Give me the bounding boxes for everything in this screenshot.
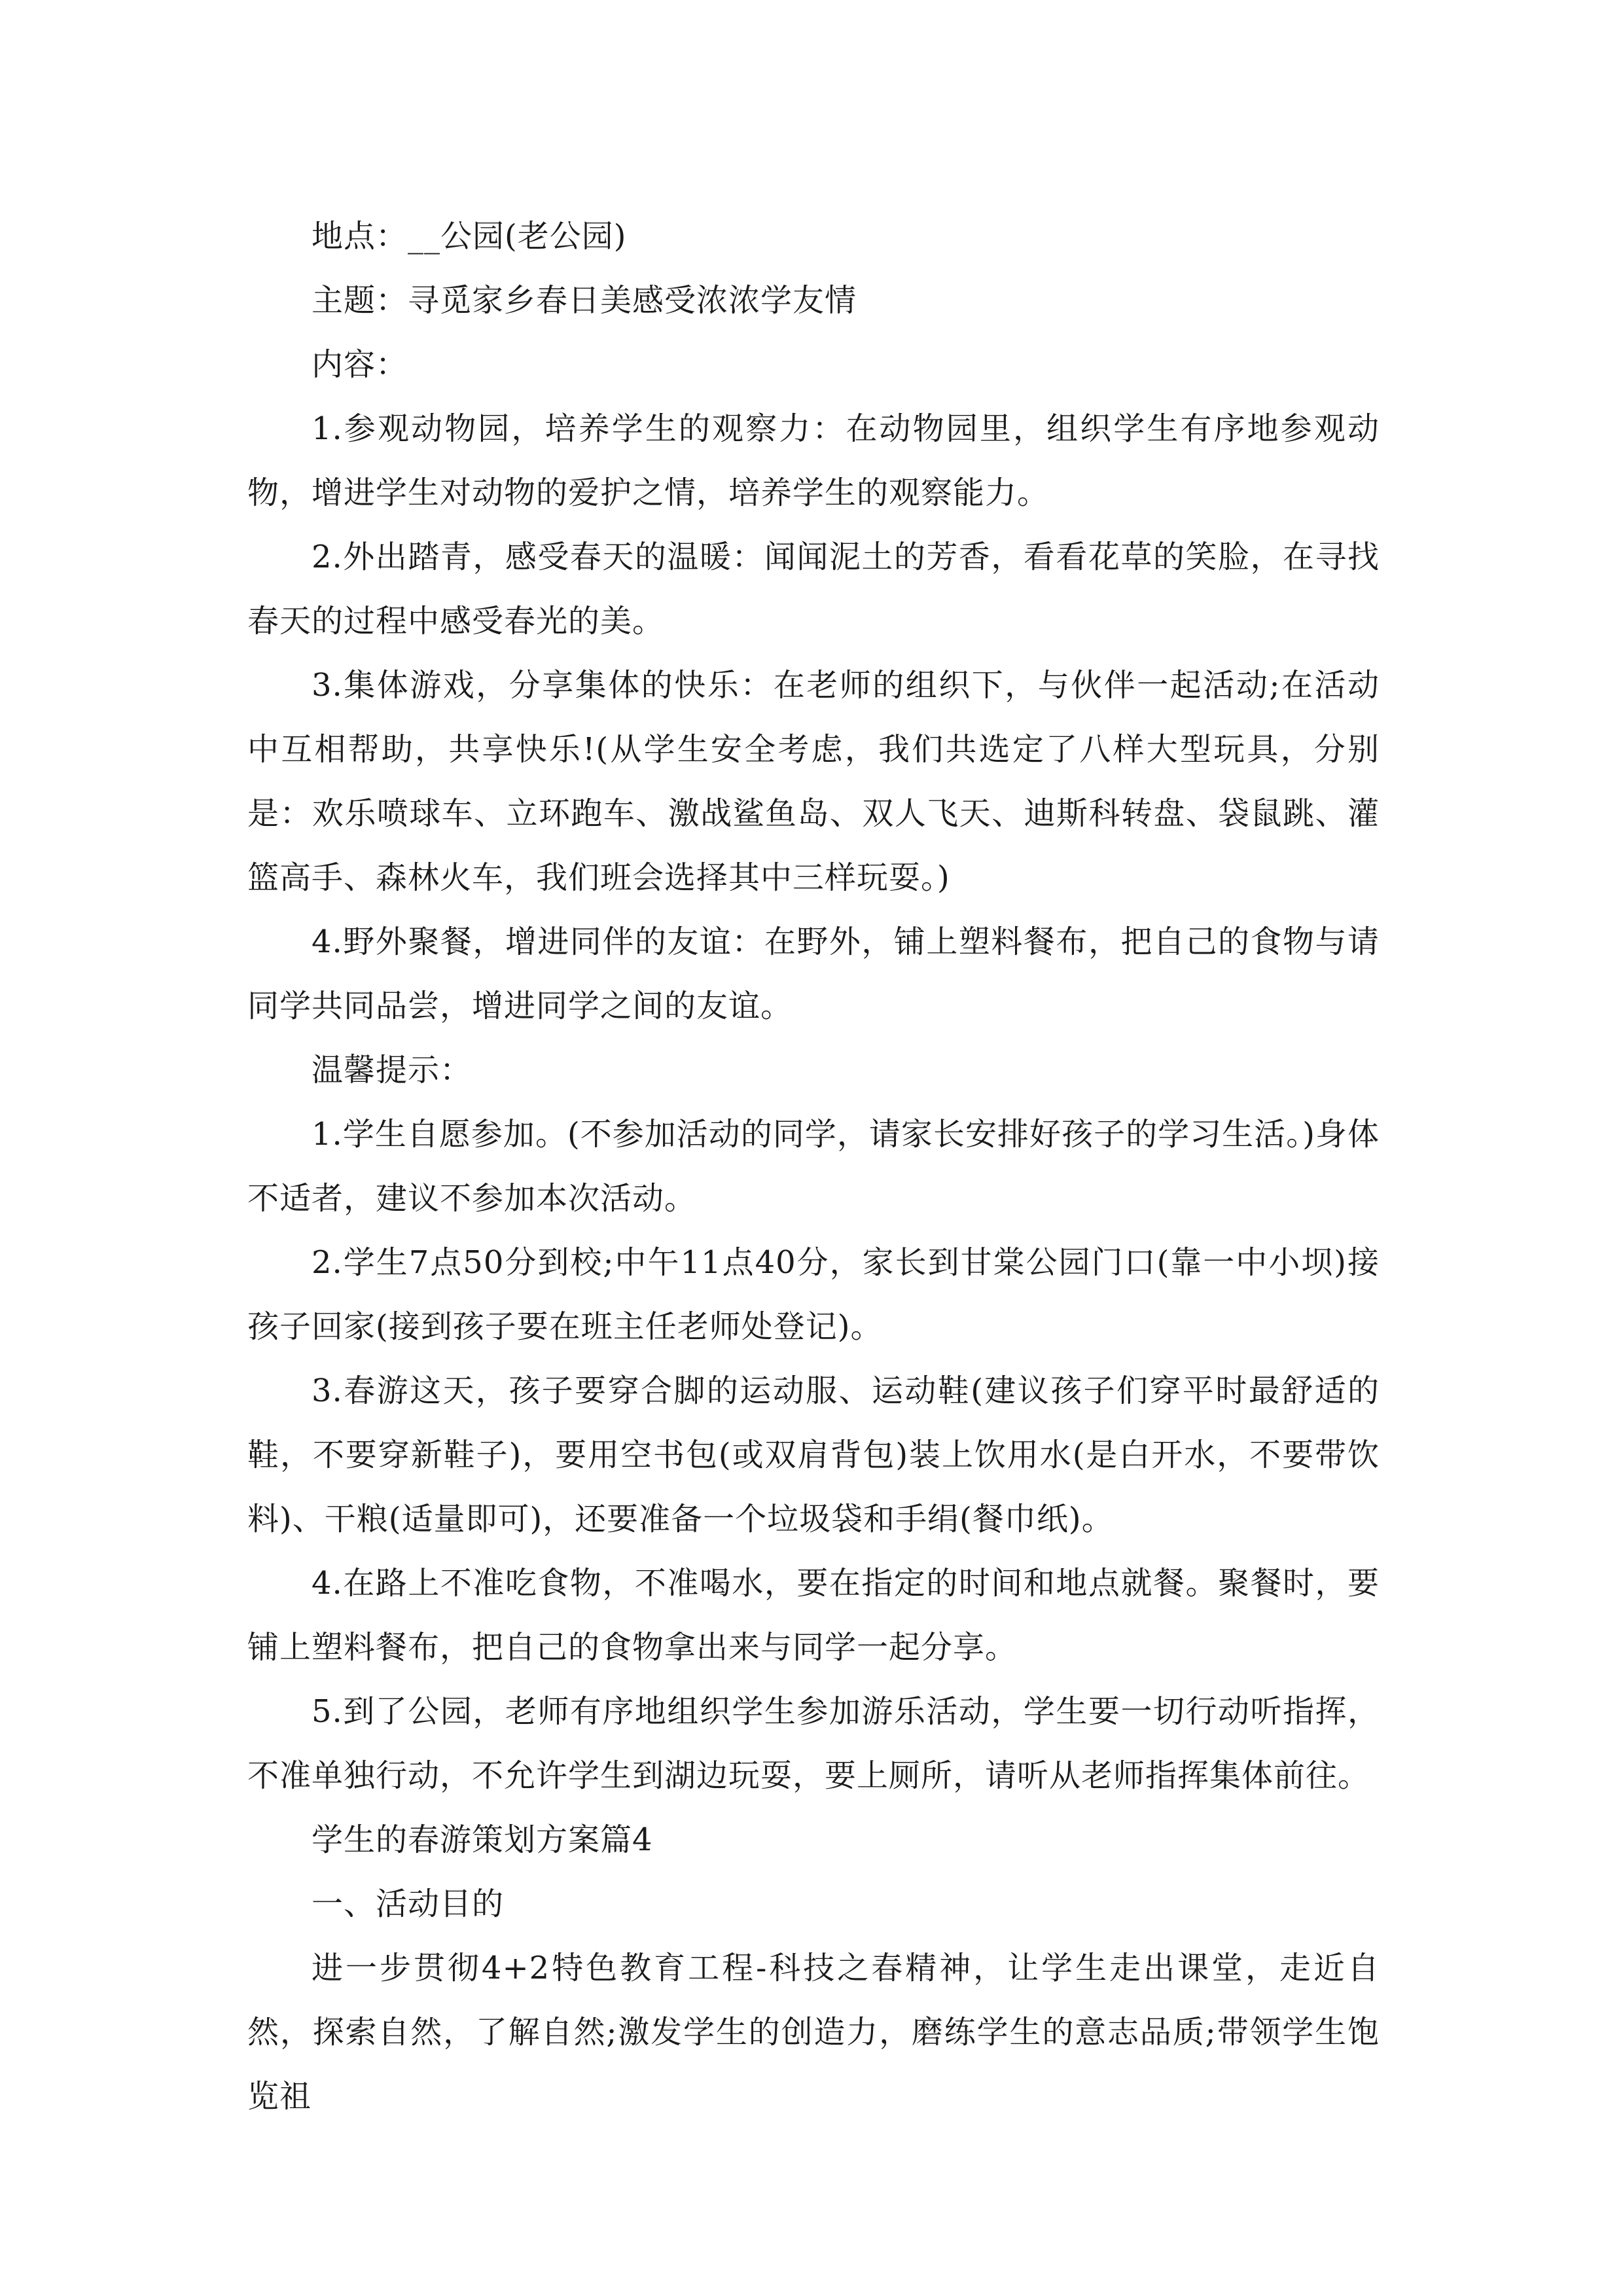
tip-item-5: 5.到了公园，老师有序地组织学生参加游乐活动，学生要一切行动听指挥，不准单独行动，不允许学生到湖边玩耍，要上厕所，请听从老师指挥集体前往。 [247, 1693, 1380, 1794]
tip-item-4: 4.在路上不准吃食物，不准喝水，要在指定的时间和地点就餐。聚餐时，要铺上塑料餐布，把自己的食物拿出来与同学一起分享。 [247, 1565, 1380, 1666]
tips-heading: 温馨提示： [312, 1052, 473, 1088]
content-item-2: 2.外出踏青，感受春天的温暖：闻闻泥土的芳香，看看花草的笑脸，在寻找春天的过程中感受春光的美。 [247, 539, 1380, 639]
tip-item-3: 3.春游这天，孩子要穿合脚的运动服、运动鞋(建议孩子们穿平时最舒适的鞋，不要穿新鞋子)，要用空书包(或双肩背包)装上饮用水(是白开水，不要带饮料)、干粮(适量即可)，还要准备一个垃圾袋和手绢(餐巾纸)。 [247, 1372, 1380, 1537]
tip-item-2: 2.学生7点50分到校;中午11点40分，家长到甘棠公园门口(靠一中小坝)接孩子回家(接到孩子要在班主任老师处登记)。 [247, 1244, 1380, 1345]
section-title: 学生的春游策划方案篇4 [312, 1821, 653, 1858]
content-item-3: 3.集体游戏，分享集体的快乐：在老师的组织下，与伙伴一起活动;在活动中互相帮助，共享快乐!(从学生安全考虑，我们共选定了八样大型玩具，分别是：欢乐喷球车、立环跑车、激战鲨鱼岛、双人飞天、迪斯科转盘、袋鼠跳、灌篮高手、森林火车，我们班会选择其中三样玩耍。) [247, 667, 1380, 896]
section-heading-purpose: 一、活动目的 [312, 1886, 505, 1922]
tip-item-1: 1.学生自愿参加。(不参加活动的同学，请家长安排好孩子的学习生活。)身体不适者，建议不参加本次活动。 [247, 1116, 1380, 1217]
location-line: 地点：__公园(老公园) [312, 218, 627, 255]
document-body [247, 204, 1380, 2128]
content-item-1: 1.参观动物园，培养学生的观察力：在动物园里，组织学生有序地参观动物，增进学生对动物的爱护之情，培养学生的观察能力。 [247, 410, 1380, 511]
purpose-paragraph: 进一步贯彻4+2特色教育工程-科技之春精神，让学生走出课堂，走近自然，探索自然，了解自然;激发学生的创造力，磨练学生的意志品质;带领学生饱览祖 [247, 1950, 1380, 2115]
content-item-4: 4.野外聚餐，增进同伴的友谊：在野外，铺上塑料餐布，把自己的食物与请同学共同品尝，增进同学之间的友谊。 [247, 924, 1380, 1024]
content-heading: 内容： [312, 346, 408, 383]
theme-line: 主题：寻觅家乡春日美感受浓浓学友情 [312, 282, 857, 319]
